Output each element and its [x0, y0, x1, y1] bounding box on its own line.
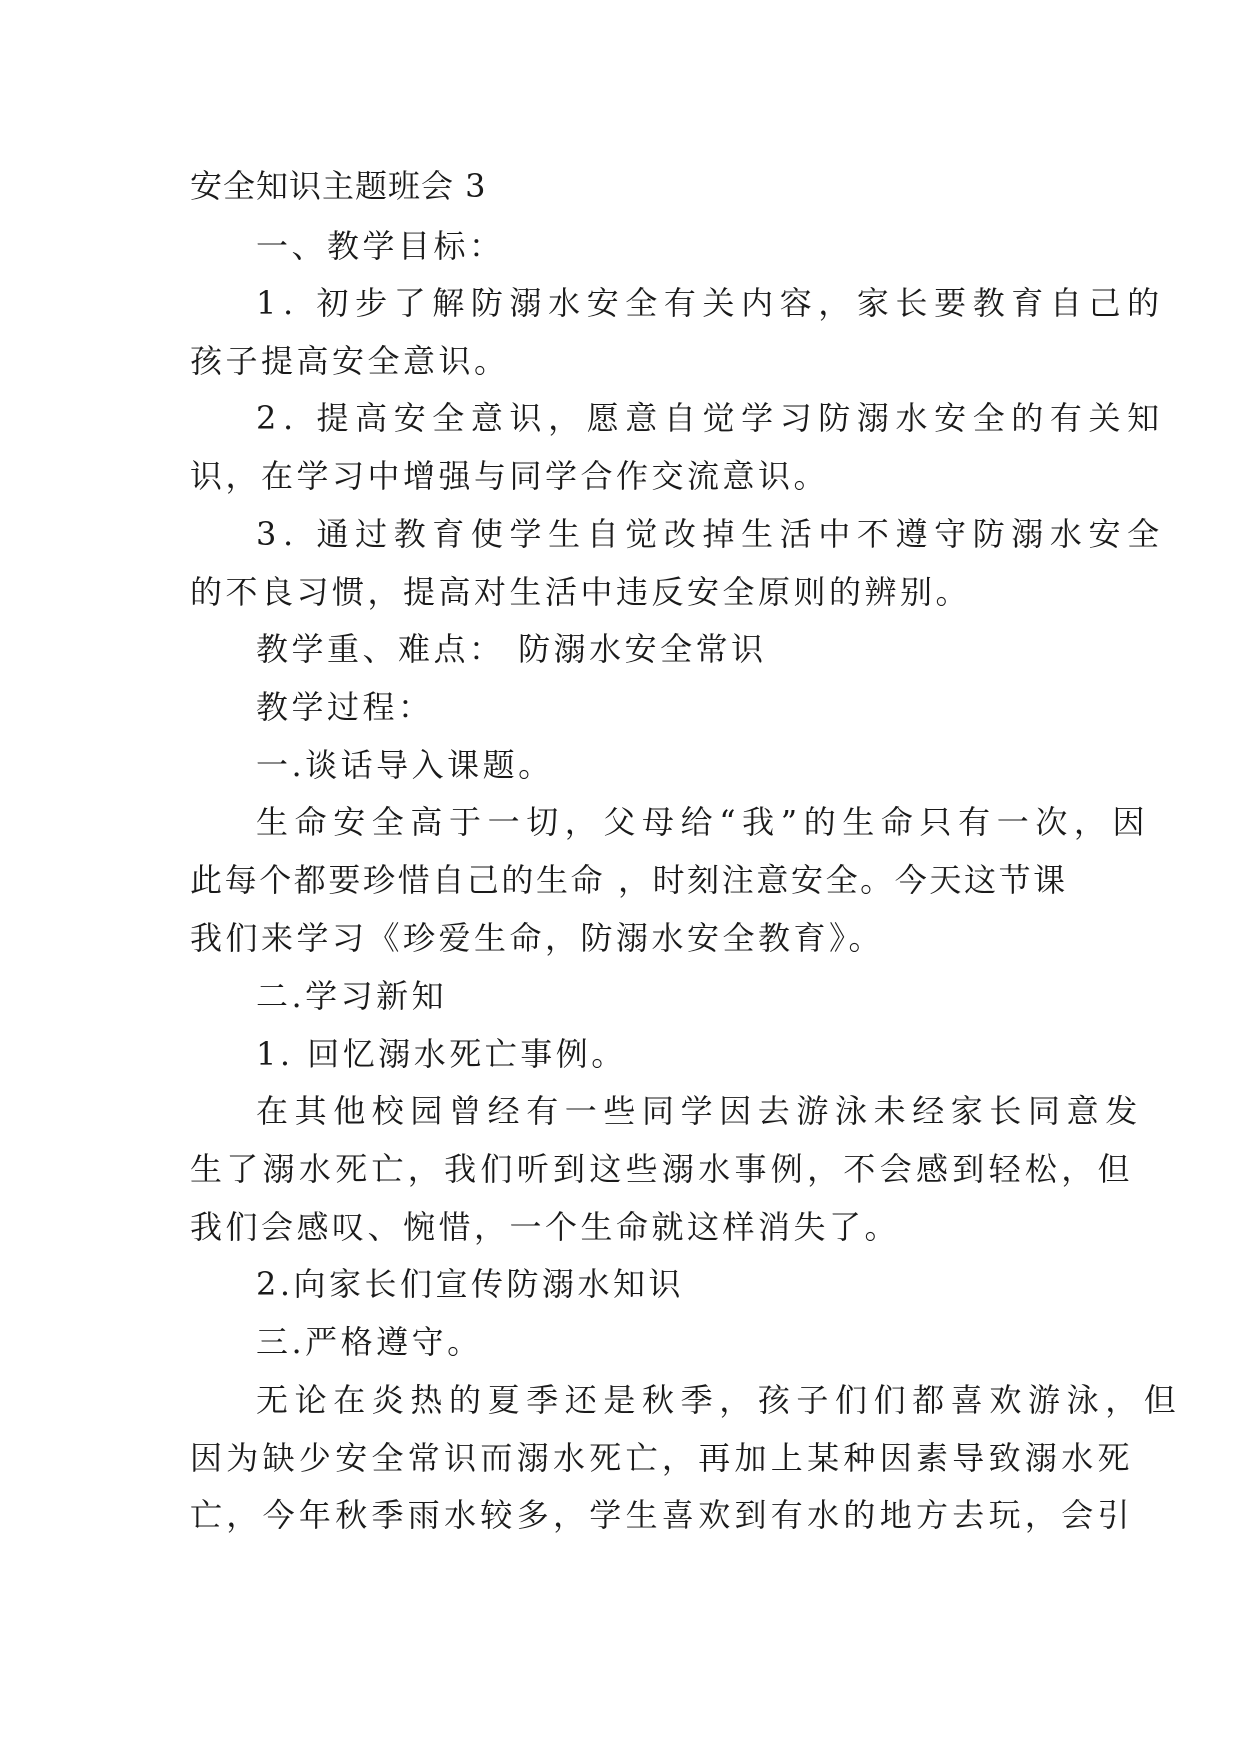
paragraph-line: 生命安全高于一切，父母给“我”的生命只有一次，因: [256, 803, 1152, 841]
paragraph-line: 此每个都要珍惜自己的生命 ，时刻注意安全。今天这节课: [190, 861, 1068, 899]
paragraph-line: 2.向家长们宣传防溺水知识: [256, 1265, 685, 1303]
paragraph-line: 的不良习惯，提高对生活中违反安全原则的辨别。: [190, 573, 972, 611]
paragraph-line: 1. 初步了解防溺水安全有关内容，家长要教育自己的: [256, 284, 1166, 322]
paragraph-line: 三.严格遵守。: [256, 1323, 483, 1361]
document-title: 安全知识主题班会 3: [190, 167, 487, 205]
paragraph-line: 3. 通过教育使学生自觉改掉生活中不遵守防溺水安全: [256, 515, 1166, 553]
paragraph-line: 因为缺少安全常识而溺水死亡，再加上某种因素导致溺水死: [190, 1439, 1134, 1477]
paragraph-line: 1. 回忆溺水死亡事例。: [256, 1035, 627, 1073]
paragraph-line: 在其他校园曾经有一些同学因去游泳未经家长同意发: [256, 1092, 1144, 1130]
paragraph-line: 教学重、难点： 防溺水安全常识: [256, 630, 767, 668]
paragraph-line: 亡，今年秋季雨水较多，学生喜欢到有水的地方去玩，会引: [190, 1496, 1134, 1534]
paragraph-line: 我们来学习《珍爱生命，防溺水安全教育》。: [190, 919, 885, 957]
paragraph-line: 我们会感叹、惋惜，一个生命就这样消失了。: [190, 1208, 901, 1246]
paragraph-line: 孩子提高安全意识。: [190, 342, 510, 380]
paragraph-line: 生了溺水死亡，我们听到这些溺水事例，不会感到轻松，但: [190, 1150, 1134, 1188]
paragraph-line: 无论在炎热的夏季还是秋季，孩子们们都喜欢游泳，但: [256, 1381, 1183, 1419]
paragraph-line: 2. 提高安全意识，愿意自觉学习防溺水安全的有关知: [256, 399, 1166, 437]
paragraph-line: 教学过程：: [256, 688, 434, 726]
paragraph-line: 识，在学习中增强与同学合作交流意识。: [190, 457, 830, 495]
section-heading-teaching-goals: 一、教学目标：: [256, 227, 505, 265]
paragraph-line: 二.学习新知: [256, 977, 448, 1015]
paragraph-line: 一.谈话导入课题。: [256, 746, 554, 784]
